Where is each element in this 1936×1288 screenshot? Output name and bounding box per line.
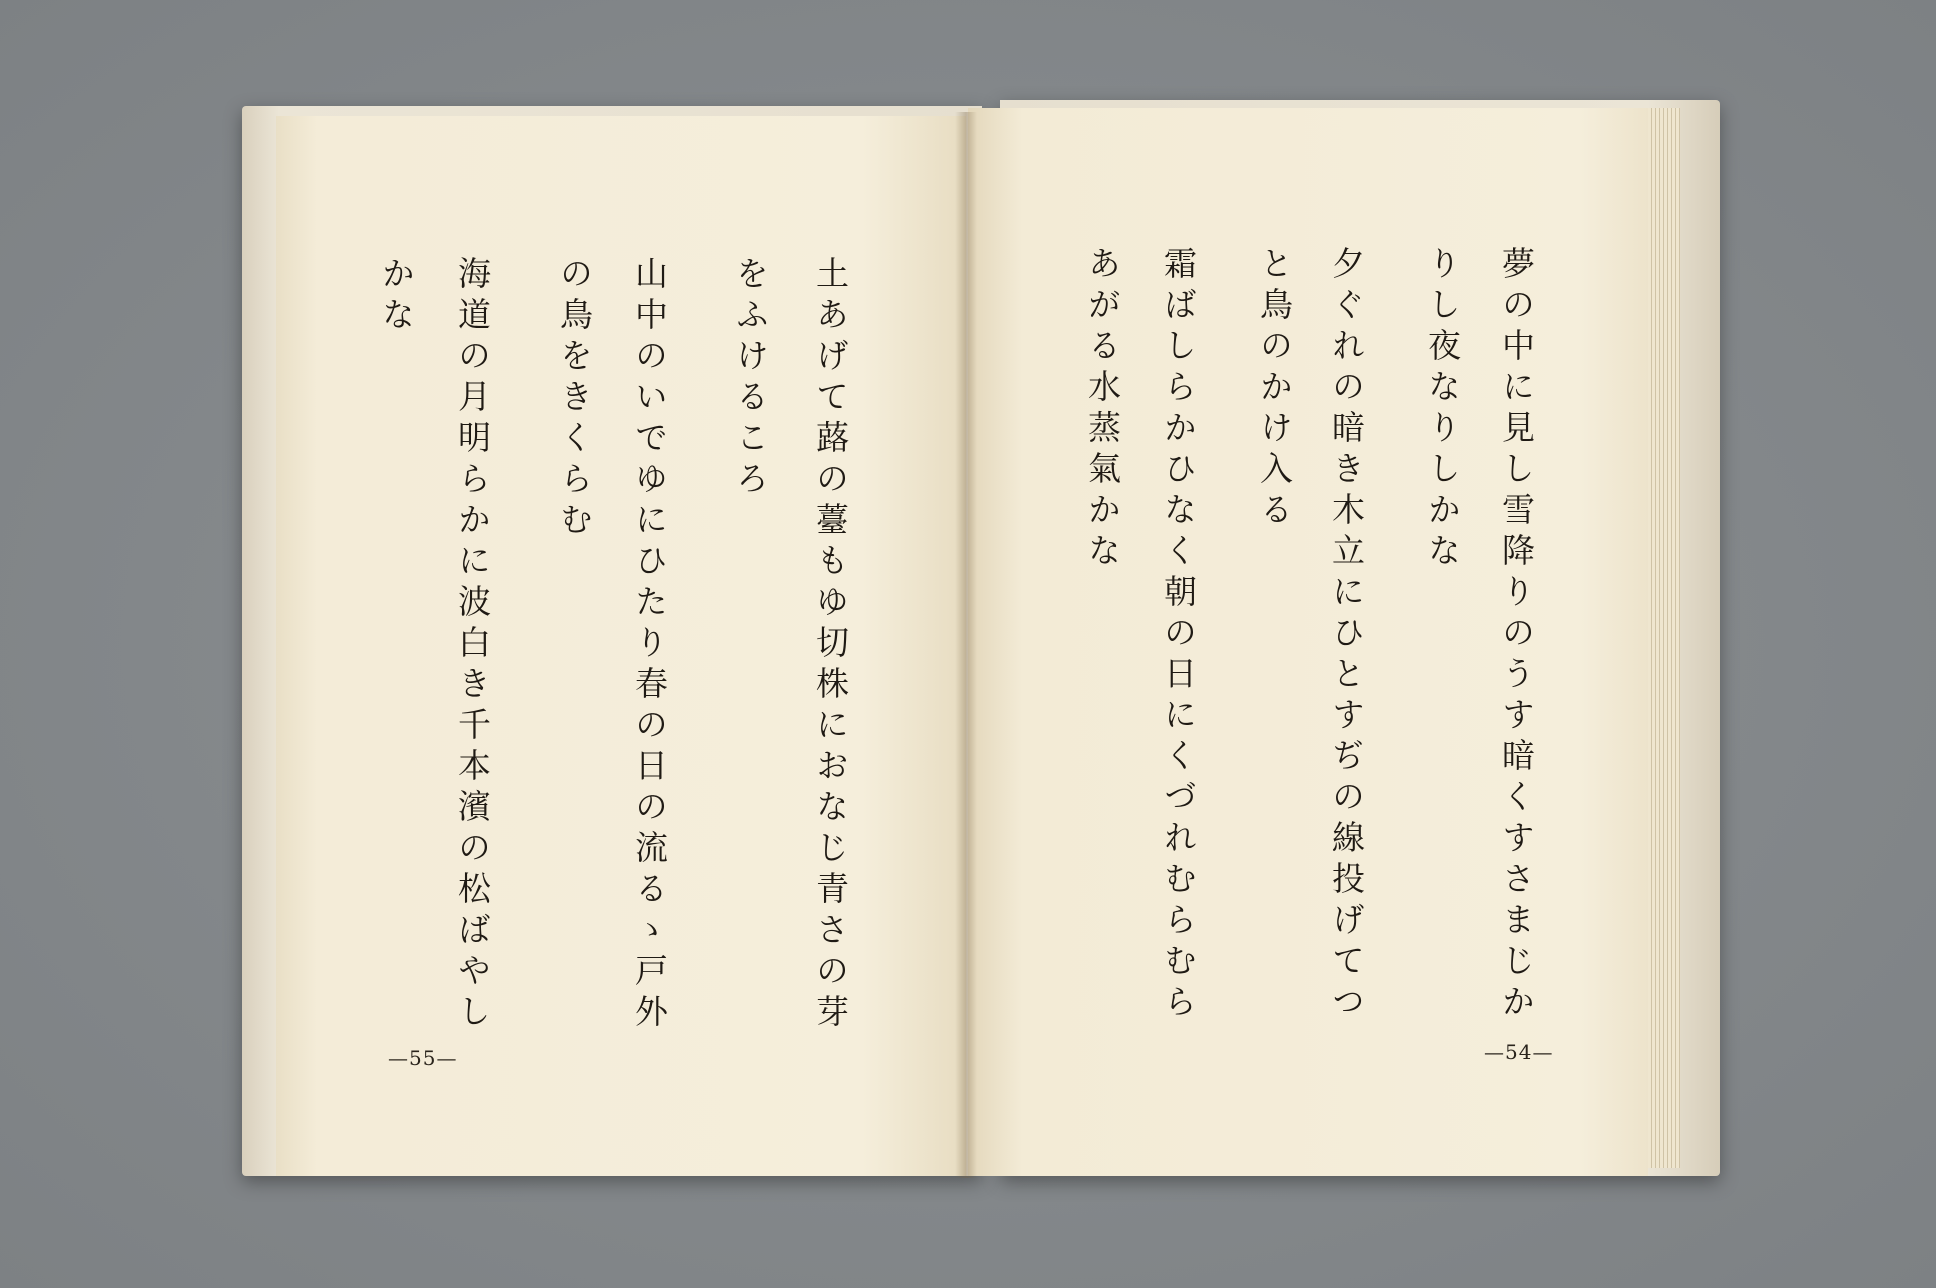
verse-line: かな (377, 256, 416, 338)
verse-line: 海道の月明らかに波白き千本濱の松ばやし (453, 256, 492, 1035)
right-page (968, 108, 1648, 1176)
verse-line: 霜ばしらかひなく朝の日にくづれむらむら (1159, 246, 1198, 1025)
left-page (276, 116, 966, 1176)
verse-line: と鳥のかけ入る (1255, 246, 1294, 533)
verse-line: 土あげて蕗の薹もゆ切株におなじ青さの芽 (811, 256, 850, 1035)
verse-line: あがる水蒸氣かな (1083, 246, 1122, 574)
verse-line: の鳥をきくらむ (555, 256, 594, 543)
verse-line: 山中のいでゆにひたり春の日の流るゝ戸外 (630, 256, 669, 1035)
verse-line: をふけるころ (731, 256, 770, 502)
page-number: —54— (1484, 1040, 1554, 1064)
verse-line: 夕ぐれの暗き木立にひとすぢの線投げてつ (1327, 246, 1366, 1025)
verse-line: りし夜なりしかな (1423, 246, 1462, 574)
book-gutter (955, 112, 977, 1178)
verse-line: 夢の中に見し雪降りのうす暗くすさまじか (1497, 246, 1536, 1025)
page-number: —55— (388, 1046, 458, 1070)
